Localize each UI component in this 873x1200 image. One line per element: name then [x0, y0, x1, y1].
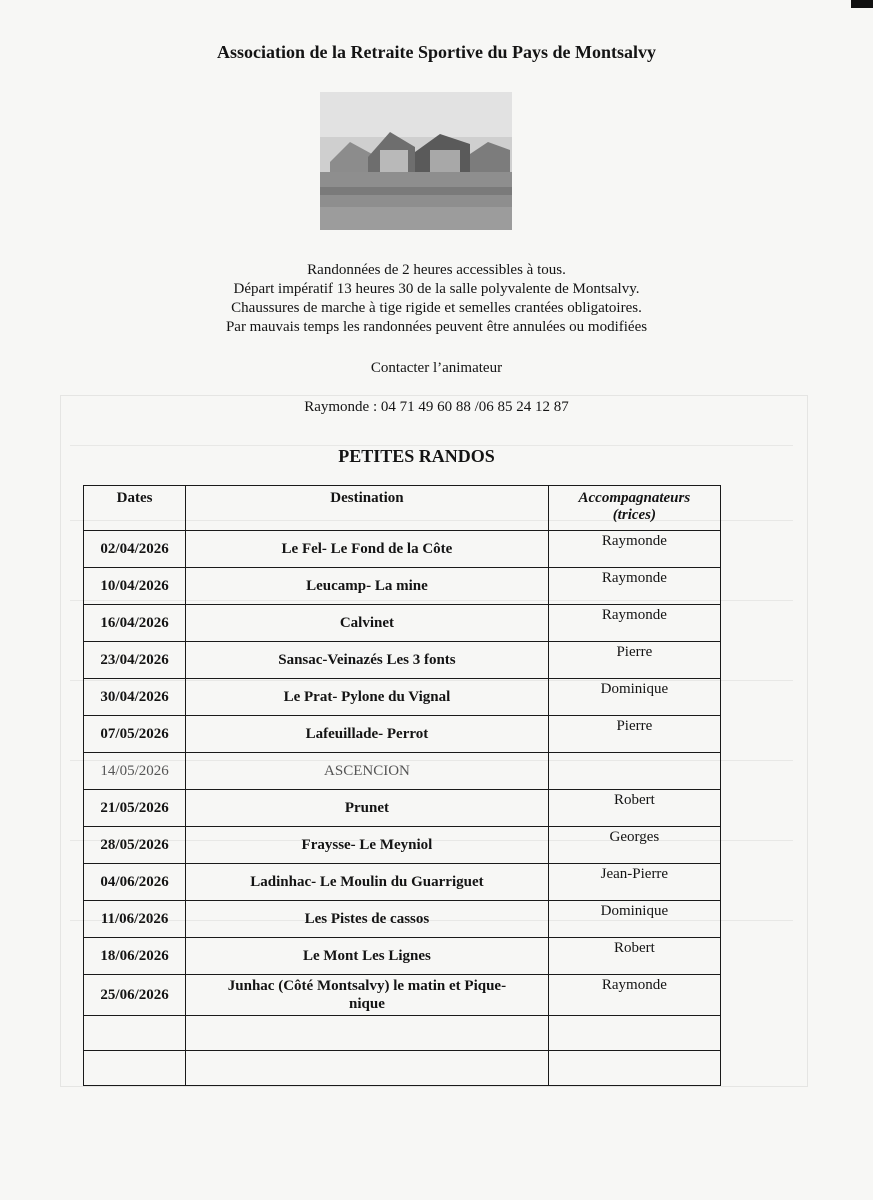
table-row: [84, 864, 721, 901]
row-date: 25/06/2026: [84, 975, 186, 1016]
row-destination: Calvinet: [186, 605, 549, 642]
info-line-accessible: Randonnées de 2 heures accessibles à tous.: [307, 262, 566, 278]
row-destination: Ladinhac- Le Moulin du Guarriguet: [186, 864, 549, 901]
contact-label: Contacter l’animateur: [370, 360, 503, 376]
table-row: [84, 679, 721, 716]
header-accompagnateurs-line1: Accompagnateurs: [578, 490, 691, 506]
info-line-chaussures: Chaussures de marche à tige rigide et semelles crantées obligatoires.: [231, 300, 642, 316]
village-photo-illustration: [320, 92, 512, 230]
table-row: [84, 790, 721, 827]
empty-cell: [84, 1016, 186, 1051]
row-guide: Pierre: [548, 716, 720, 753]
row-guide: Raymonde: [548, 531, 720, 568]
info-line-mauvais-temps: Par mauvais temps les randonnées peuvent être annulées ou modifiées: [225, 319, 648, 335]
info-block: [0, 261, 873, 337]
row-date: 04/06/2026: [84, 864, 186, 901]
row-guide: Dominique: [548, 679, 720, 716]
row-date: 02/04/2026: [84, 531, 186, 568]
table-row: [84, 975, 721, 1016]
row-destination: Prunet: [186, 790, 549, 827]
empty-cell: [186, 1051, 549, 1086]
row-date: 11/06/2026: [84, 901, 186, 938]
village-photo: [320, 92, 512, 230]
section-title: PETITES RANDOS: [338, 446, 495, 466]
row-destination: Le Fel- Le Fond de la Côte: [186, 531, 549, 568]
empty-cell: [186, 1016, 549, 1051]
row-destination-line2: nique: [349, 996, 385, 1012]
row-destination: Le Mont Les Lignes: [186, 938, 549, 975]
table-row: [84, 531, 721, 568]
table-row-empty: [84, 1016, 721, 1051]
association-title: Association de la Retraite Sportive du Pays de Montsalvy: [217, 42, 656, 62]
row-date: 07/05/2026: [84, 716, 186, 753]
row-destination: Le Prat- Pylone du Vignal: [186, 679, 549, 716]
row-guide: Jean-Pierre: [548, 864, 720, 901]
row-date: 10/04/2026: [84, 568, 186, 605]
phone-line: Raymonde : 04 71 49 60 88 /06 85 24 12 87: [304, 399, 569, 415]
table-row-empty: [84, 1051, 721, 1086]
row-date: 23/04/2026: [84, 642, 186, 679]
row-destination: Sansac-Veinazés Les 3 fonts: [186, 642, 549, 679]
header-dates: Dates: [84, 486, 186, 531]
row-guide: Georges: [548, 827, 720, 864]
empty-cell: [84, 1051, 186, 1086]
row-date: 28/05/2026: [84, 827, 186, 864]
row-guide: Raymonde: [548, 975, 720, 1016]
row-date: 21/05/2026: [84, 790, 186, 827]
row-date: 14/05/2026: [84, 753, 186, 790]
row-guide: Robert: [548, 790, 720, 827]
table-row: [84, 642, 721, 679]
table-header-row: [84, 486, 721, 531]
row-date: 18/06/2026: [84, 938, 186, 975]
table-row: [84, 605, 721, 642]
header-destination: Destination: [186, 486, 549, 531]
row-guide: Raymonde: [548, 568, 720, 605]
empty-cell: [548, 1051, 720, 1086]
row-guide: Dominique: [548, 901, 720, 938]
row-destination-line1: Junhac (Côté Montsalvy) le matin et Pique-: [227, 978, 507, 994]
scan-corner-mark: [851, 0, 873, 8]
row-guide: Robert: [548, 938, 720, 975]
table-row-holiday: [84, 753, 721, 790]
row-destination: Les Pistes de cassos: [186, 901, 549, 938]
row-guide: [548, 753, 720, 790]
row-date: 16/04/2026: [84, 605, 186, 642]
row-guide: Raymonde: [548, 605, 720, 642]
row-destination-holiday: ASCENCION: [186, 753, 549, 790]
empty-cell: [548, 1016, 720, 1051]
row-destination: [186, 975, 549, 1016]
header-accompagnateurs-line2: (trices): [612, 507, 657, 523]
table-row: [84, 716, 721, 753]
header-accompagnateurs: [548, 486, 720, 531]
row-date: 30/04/2026: [84, 679, 186, 716]
row-guide: Pierre: [548, 642, 720, 679]
table-row: [84, 568, 721, 605]
row-destination: Fraysse- Le Meyniol: [186, 827, 549, 864]
randos-table: [83, 485, 721, 1086]
row-destination: Leucamp- La mine: [186, 568, 549, 605]
table-row: [84, 827, 721, 864]
table-row: [84, 901, 721, 938]
table-row: [84, 938, 721, 975]
row-destination: Lafeuillade- Perrot: [186, 716, 549, 753]
info-line-depart: Départ impératif 13 heures 30 de la salle polyvalente de Montsalvy.: [233, 281, 640, 297]
